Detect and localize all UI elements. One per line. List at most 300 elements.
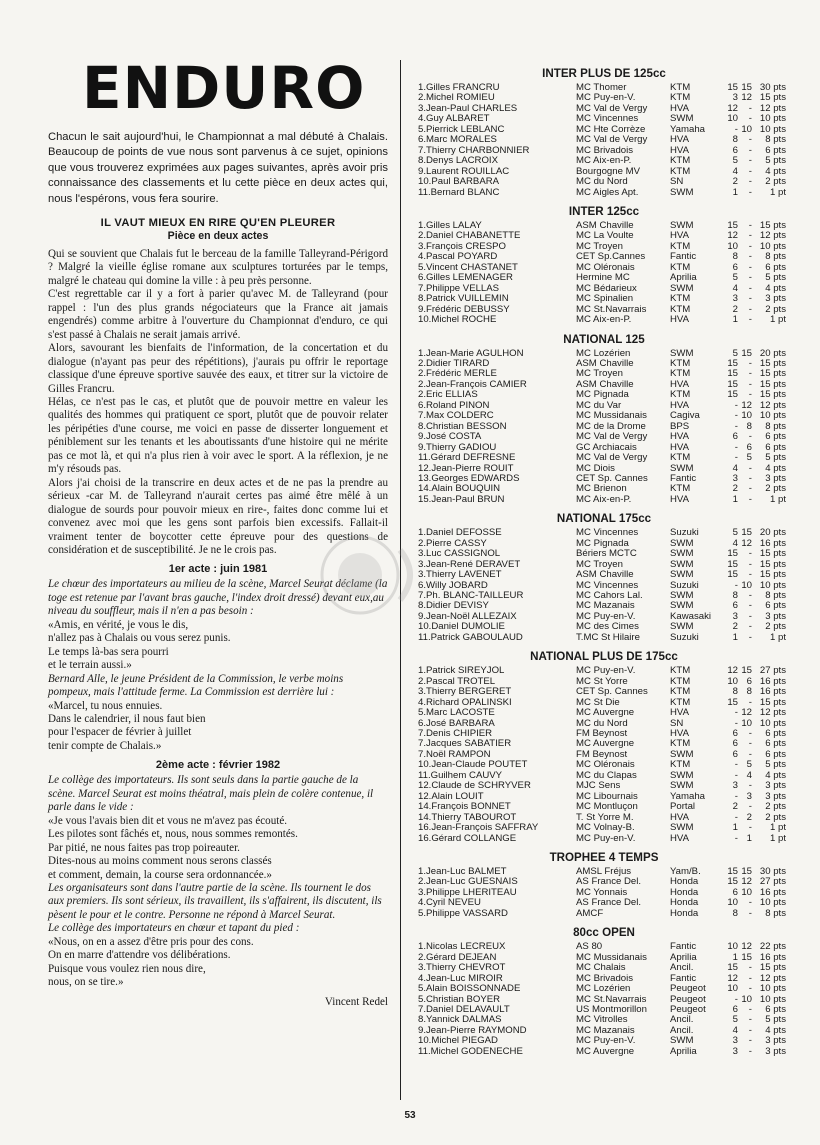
rider-name: 5.Philippe VASSARD: [418, 908, 508, 919]
points-round2: -: [748, 357, 752, 369]
results-section-title: NATIONAL 175cc: [556, 512, 652, 526]
points-round1: 2: [732, 621, 738, 633]
bike-brand: SWM: [670, 1036, 694, 1047]
result-row: [418, 823, 790, 833]
club-name: US Montmorillon: [576, 1004, 647, 1015]
points-round1: 10: [727, 113, 738, 125]
club-name: MC Yonnais: [576, 887, 628, 898]
points-round1: -: [734, 811, 738, 823]
points-round1: 10: [727, 897, 738, 909]
points-total: 4 pts: [765, 282, 786, 294]
points-round2: -: [748, 780, 752, 792]
bike-brand: Yam/B.: [670, 867, 701, 877]
points-round1: 1: [732, 822, 738, 834]
club-name: T. St Yorre M.: [576, 812, 634, 823]
points-round1: 6: [732, 600, 738, 612]
points-total: 16 pts: [759, 886, 786, 898]
points-round1: 10: [727, 941, 738, 953]
points-round1: 2: [732, 303, 738, 315]
bike-brand: KTM: [670, 156, 691, 167]
points-round1: 10: [727, 240, 738, 252]
points-round2: 12: [741, 399, 752, 411]
points-round1: -: [734, 399, 738, 411]
points-round1: 6: [732, 886, 738, 898]
points-round1: 4: [732, 462, 738, 474]
rider-name: 3.Luc CASSIGNOL: [418, 549, 501, 560]
club-name: MC Val de Vergy: [576, 135, 648, 146]
points-round2: -: [748, 621, 752, 633]
rider-name: 3.Thierry BERGERET: [418, 687, 512, 698]
points-total: 1 pt: [769, 832, 786, 844]
points-total: 8 pts: [765, 420, 786, 432]
club-name: FM Beynost: [576, 729, 628, 740]
points-round2: 8: [746, 686, 752, 698]
points-total: 6 pts: [765, 728, 786, 740]
rider-name: 1.Gilles LALAY: [418, 220, 482, 231]
club-name: MC Cahors Lal.: [576, 591, 643, 602]
points-round1: -: [734, 832, 738, 844]
bike-brand: KTM: [670, 666, 691, 677]
bike-brand: Fantic: [670, 473, 697, 484]
points-round1: 4: [732, 282, 738, 294]
points-round2: -: [748, 186, 752, 198]
bike-brand: HVA: [670, 729, 690, 740]
rider-name: 11.Bernard BLANC: [418, 187, 500, 198]
club-name: MC Chalais: [576, 963, 626, 974]
points-round1: -: [734, 441, 738, 453]
points-round1: -: [734, 993, 738, 1005]
points-round2: -: [748, 728, 752, 740]
bike-brand: KTM: [670, 739, 691, 750]
club-name: MC Troyen: [576, 369, 623, 380]
points-round2: 5: [746, 452, 752, 464]
points-round2: -: [748, 431, 752, 443]
points-round2: -: [748, 897, 752, 909]
verse-line: «Nous, on en a assez d'être pris pour des cons.: [48, 935, 254, 948]
bike-brand: Aprilia: [670, 1046, 697, 1057]
bike-brand: Kawasaki: [670, 611, 712, 622]
bike-brand: HVA: [670, 400, 690, 411]
club-name: AMSL Fréjus: [576, 867, 632, 877]
points-total: 10 pts: [759, 113, 786, 125]
club-name: MC Aix-en-P.: [576, 494, 632, 505]
points-total: 16 pts: [759, 951, 786, 963]
rider-name: 10.Paul BARBARA: [418, 177, 500, 188]
rider-name: 2.Pascal TROTEL: [418, 676, 496, 687]
rider-name: 3.Jean-Paul CHARLES: [418, 103, 518, 114]
points-total: 27 pts: [759, 876, 786, 888]
points-total: 6 pts: [765, 441, 786, 453]
points-round2: -: [748, 600, 752, 612]
points-round2: -: [748, 282, 752, 294]
points-round2: -: [748, 165, 752, 177]
bike-brand: SWM: [670, 220, 694, 231]
points-round1: 1: [732, 186, 738, 198]
rider-name: 6.José BARBARA: [418, 718, 495, 729]
points-total: 10 pts: [759, 993, 786, 1005]
rider-name: 11.Patrick GABOULAUD: [418, 632, 523, 643]
rider-name: 9.Frédéric DEBUSSY: [418, 304, 510, 315]
points-round2: 15: [741, 665, 752, 677]
points-total: 16 pts: [759, 686, 786, 698]
points-round2: -: [748, 240, 752, 252]
bike-brand: KTM: [670, 241, 691, 252]
bike-brand: Yamaha: [670, 791, 706, 802]
bike-brand: KTM: [670, 93, 691, 104]
club-name: MC Vincennes: [576, 528, 639, 539]
points-total: 15 pts: [759, 569, 786, 581]
rider-name: 2.Michel ROMIEU: [418, 93, 495, 104]
verse-line: n'allez pas à Chalais ou vous serez punis.: [48, 632, 231, 645]
result-row: [418, 453, 790, 463]
club-name: MC Troyen: [576, 559, 623, 570]
rider-name: 1.Gilles FRANCRU: [418, 83, 500, 93]
rider-name: 7.Jacques SABATIER: [418, 739, 512, 750]
points-round2: -: [748, 1014, 752, 1026]
points-round1: 10: [727, 675, 738, 687]
club-name: MC St.Navarrais: [576, 994, 647, 1005]
results-section: [418, 66, 790, 198]
points-round2: -: [748, 631, 752, 643]
club-name: MC Brienon: [576, 484, 627, 495]
bike-brand: HVA: [670, 145, 690, 156]
club-name: Bourgogne MV: [576, 166, 640, 177]
result-row: [418, 633, 790, 643]
club-name: MC Diois: [576, 463, 615, 474]
bike-brand: SWM: [670, 549, 694, 560]
club-name: MC Val de Vergy: [576, 432, 648, 443]
rider-name: 12.Claude de SCHRYVER: [418, 781, 531, 792]
points-total: 1 pt: [769, 186, 786, 198]
verse-line: Par pitié, ne nous faites pas trop poireauter.: [48, 841, 240, 854]
points-total: 15 pts: [759, 378, 786, 390]
rider-name: 8.Patrick VUILLEMIN: [418, 294, 509, 305]
points-total: 4 pts: [765, 462, 786, 474]
points-round1: 4: [732, 1024, 738, 1036]
rider-name: 6.Gilles LEMÉNAGER: [418, 273, 513, 284]
club-name: MC Mazanais: [576, 1025, 635, 1036]
points-round1: 6: [732, 144, 738, 156]
result-row: [418, 708, 790, 718]
bike-brand: SN: [670, 718, 684, 729]
points-round2: -: [748, 303, 752, 315]
results-section: [418, 649, 790, 844]
bike-brand: HVA: [670, 708, 690, 719]
points-round2: -: [748, 261, 752, 273]
points-round2: -: [748, 610, 752, 622]
points-total: 16 pts: [759, 537, 786, 549]
points-round1: 3: [732, 610, 738, 622]
club-name: MC Mussidanais: [576, 411, 647, 422]
points-round2: 2: [746, 811, 752, 823]
points-round2: -: [748, 314, 752, 326]
rider-name: 10.Michel PIEGAD: [418, 1036, 498, 1047]
points-round1: 5: [732, 272, 738, 284]
points-round1: 1: [732, 951, 738, 963]
points-round2: -: [748, 548, 752, 560]
points-total: 5 pts: [765, 1014, 786, 1026]
points-total: 10 pts: [759, 717, 786, 729]
verse-line: Dans le calendrier, il nous faut bien: [48, 712, 206, 725]
club-name: MC Volnay-B.: [576, 823, 635, 834]
results-section-title: TROPHEE 4 TEMPS: [549, 851, 659, 864]
points-round2: -: [748, 378, 752, 390]
club-name: AS France Del.: [576, 898, 642, 909]
points-round2: -: [748, 272, 752, 284]
club-name: AS 80: [576, 942, 603, 953]
bike-brand: SWM: [670, 823, 694, 834]
points-total: 15 pts: [759, 696, 786, 708]
bike-brand: KTM: [670, 697, 691, 708]
points-total: 1 pt: [769, 631, 786, 643]
rider-name: 14.Alain BOUQUIN: [418, 484, 501, 495]
points-total: 5 pts: [765, 272, 786, 284]
bike-brand: Honda: [670, 898, 699, 909]
rider-name: 2.Gérard DEJEAN: [418, 952, 497, 963]
bike-brand: HVA: [670, 135, 690, 146]
rider-name: 2.Éric ELLIAS: [418, 390, 478, 401]
article-intro: Chacun le sait aujourd'hui, le Championnat a mal débuté à Chalais. Beaucoup de points de vue nous sont parvenus à ce sujet, opinions que vous trouverez exprimées aux pages suivantes, après avoir pris connaissance des classements et lu cette pièce en deux actes qui, nous l'espérons, vous fera sourire.: [48, 131, 388, 205]
rider-name: 2.Jean-François CAMIER: [418, 379, 527, 390]
club-name: ASM Chaville: [576, 358, 634, 369]
result-row: [418, 984, 790, 994]
club-name: MC Spinalien: [576, 294, 634, 305]
rider-name: 7.Daniel DELAVAULT: [418, 1004, 510, 1015]
points-round1: 10: [727, 983, 738, 995]
bike-brand: SWM: [670, 559, 694, 570]
rider-name: 7.Noël RAMPON: [418, 749, 491, 760]
club-name: MC Pignada: [576, 538, 629, 549]
bike-brand: Suzuki: [670, 632, 699, 643]
bike-brand: Peugeot: [670, 1004, 706, 1015]
rider-name: 2.Pierre CASSY: [418, 538, 487, 549]
points-round2: 5: [746, 759, 752, 771]
points-round2: 10: [741, 717, 752, 729]
rider-name: 1.Jean-Luc BALMET: [418, 867, 507, 877]
club-name: MC Puy-en-V.: [576, 611, 636, 622]
rider-name: 8.Denys LACROIX: [418, 156, 498, 167]
results-column: [418, 66, 790, 1063]
points-total: 4 pts: [765, 165, 786, 177]
points-round2: 12: [741, 941, 752, 953]
points-total: 6 pts: [765, 144, 786, 156]
points-round1: 15: [727, 558, 738, 570]
bike-brand: Suzuki: [670, 528, 699, 539]
points-total: 3 pts: [765, 1035, 786, 1047]
rider-name: 8.Yannick DALMAS: [418, 1015, 502, 1026]
club-name: MC Brivadois: [576, 973, 634, 984]
points-round1: 8: [732, 907, 738, 919]
bike-brand: SWM: [670, 591, 694, 602]
points-total: 8 pts: [765, 907, 786, 919]
verse-line: Le temps là-bas sera pourri: [48, 645, 169, 658]
bike-brand: KTM: [670, 453, 691, 464]
points-round2: -: [748, 1035, 752, 1047]
act2-heading: 2ème acte : février 1982: [155, 759, 281, 772]
points-total: 22 pts: [759, 941, 786, 953]
points-total: 15 pts: [759, 219, 786, 231]
verse-line: On en marre d'attendre vos délibérations.: [48, 949, 231, 962]
points-round2: -: [748, 801, 752, 813]
club-name: MC Libournais: [576, 791, 638, 802]
points-round2: 10: [741, 410, 752, 422]
rider-name: 9.José COSTA: [418, 432, 482, 443]
points-total: 3 pts: [765, 293, 786, 305]
points-round2: -: [748, 983, 752, 995]
points-total: 20 pts: [759, 347, 786, 359]
rider-name: 4.Jean-Luc MIROIR: [418, 973, 503, 984]
results-section-title: NATIONAL 125: [563, 332, 645, 346]
rider-name: 2.Daniel CHABANETTE: [418, 231, 521, 242]
bike-brand: KTM: [670, 294, 691, 305]
rider-name: 1.Daniel DEFOSSE: [418, 528, 502, 539]
points-round2: -: [748, 102, 752, 114]
points-round2: -: [748, 493, 752, 505]
points-round1: 5: [732, 527, 738, 539]
body-paragraph: Qui se souvient que Chalais fut le berceau de la famille Talleyrand-Périgord ? Malgré la vieille église romane aux sculptures torturées par le temps, malgré le chateau qui domine la ville : à peu près personne.: [48, 248, 388, 287]
rider-name: 5.Christian BOYER: [418, 994, 501, 1005]
article-subheadline: Pièce en deux actes: [167, 230, 269, 243]
points-round2: 15: [741, 82, 752, 93]
club-name: MC Vincennes: [576, 580, 639, 591]
bike-brand: HVA: [670, 442, 690, 453]
bike-brand: KTM: [670, 83, 691, 93]
rider-name: 5.Marc LACOSTE: [418, 708, 495, 719]
points-round1: 15: [727, 357, 738, 369]
verse-line: Les pilotes sont fâchés et, nous, nous sommes remontés.: [48, 828, 298, 841]
club-name: GC Archiacais: [576, 442, 637, 453]
rider-name: 10.Daniel DUMOLIE: [418, 622, 505, 633]
rider-name: 12.Alain LOUIT: [418, 791, 484, 802]
bike-brand: KTM: [670, 358, 691, 369]
club-name: T.MC St Hilaire: [576, 632, 640, 643]
stage-direction: Les organisateurs sont dans l'autre partie de la scène. Ils tournent le dos aux premiers. Ils sont sérieux, ils travaillent, ils s'affairent, ils discutent, ils pèsent le pour et le contre. Personne ne répond à Marcel Seurat.: [48, 881, 382, 921]
points-round1: 15: [727, 548, 738, 560]
bike-brand: SWM: [670, 781, 694, 792]
rider-name: 7.Thierry CHARBONNIER: [418, 145, 530, 156]
rider-name: 14.François BONNET: [418, 802, 511, 813]
rider-name: 2.Jean-Luc GUESNAIS: [418, 877, 518, 888]
points-round1: -: [734, 452, 738, 464]
points-total: 10 pts: [759, 123, 786, 135]
club-name: MC de la Drome: [576, 421, 646, 432]
result-row: [418, 834, 790, 844]
club-name: MC Hte Corrèze: [576, 124, 646, 135]
points-total: 3 pts: [765, 1045, 786, 1057]
points-total: 12 pts: [759, 102, 786, 114]
rider-name: 1.Jean-Marie AGULHON: [418, 348, 524, 359]
points-round1: 15: [727, 82, 738, 93]
points-round2: 15: [741, 951, 752, 963]
points-total: 3 pts: [765, 780, 786, 792]
bike-brand: Honda: [670, 887, 699, 898]
points-round1: 1: [732, 631, 738, 643]
points-total: 1 pt: [769, 314, 786, 326]
points-total: 5 pts: [765, 759, 786, 771]
points-round1: 15: [727, 389, 738, 401]
points-round2: -: [748, 569, 752, 581]
verse-line: «Amis, en vérité, je vous le dis,: [48, 618, 189, 631]
club-name: MJC Sens: [576, 781, 621, 792]
body-paragraph: Alors j'ai choisi de la transcrire en deux actes et de ne pas la prendre au sérieux -car M. de Talleyrand n'aurait certes pas aimé être mêlé à un dialogue de sourds pour pouvoir mieux en rire-, faites donc comme lui et convenez avec moi que les gens sont parfois bien excessifs. Fallait-il vraiment tenter de boycotter cette épreuve pour des questions de considération et de susceptibilité. Je ne le crois pas.: [48, 476, 388, 556]
points-round1: -: [734, 717, 738, 729]
bike-brand: KTM: [670, 687, 691, 698]
points-total: 8 pts: [765, 251, 786, 263]
rider-name: 5.Alain BOISSONNADE: [418, 984, 521, 995]
article-title: ENDURO: [82, 54, 366, 122]
bike-brand: Fantic: [670, 252, 697, 263]
article-headline: IL VAUT MIEUX EN RIRE QU'EN PLEURER: [100, 217, 336, 230]
club-name: MC Auvergne: [576, 739, 635, 750]
bike-brand: SWM: [670, 348, 694, 359]
rider-name: 3.Thierry LAVENET: [418, 570, 502, 581]
club-name: CET Sp.Cannes: [576, 252, 646, 263]
points-round2: -: [748, 472, 752, 484]
rider-name: 3.Philippe LHERITEAU: [418, 887, 517, 898]
bike-brand: KTM: [670, 676, 691, 687]
rider-name: 7.Denis CHIPIER: [418, 729, 493, 740]
points-round1: 15: [727, 569, 738, 581]
points-total: 4 pts: [765, 769, 786, 781]
points-round2: -: [748, 176, 752, 188]
bike-brand: SWM: [670, 114, 694, 125]
club-name: MC Oléronais: [576, 262, 635, 273]
points-total: 12 pts: [759, 707, 786, 719]
rider-name: 2.Didier TIRARD: [418, 358, 490, 369]
points-round2: -: [748, 251, 752, 263]
results-section-title: 80cc OPEN: [573, 926, 635, 940]
bike-brand: HVA: [670, 432, 690, 443]
points-round2: 12: [741, 876, 752, 888]
body-paragraph: Hélas, ce n'est pas le cas, et plutôt que de pouvoir mettre en valeur les qualités des hommes qui pratiquent ce sport, plutôt que de pouvoir relater les péripéties d'une course, me voici en passe de disserter longuement et péniblement sur les tenants et les aboutissants d'une histoire qui ne mérite pas ce mot là, et qui n'a plus rien à voir avec le sport. A la réflexion, je ne m'y résouds pas.: [48, 396, 388, 476]
club-name: MC St Yorre: [576, 676, 628, 687]
rider-name: 12.Jean-Pierre ROUIT: [418, 463, 514, 474]
bike-brand: Honda: [670, 908, 699, 919]
points-round1: 6: [732, 431, 738, 443]
club-name: MC Pignada: [576, 390, 629, 401]
club-name: MC St.Navarrais: [576, 304, 647, 315]
points-round2: 12: [741, 537, 752, 549]
rider-name: 6.Marc MORALES: [418, 135, 497, 146]
points-round2: -: [748, 972, 752, 984]
club-name: MC Troyen: [576, 241, 623, 252]
points-total: 3 pts: [765, 610, 786, 622]
points-round1: -: [734, 579, 738, 591]
act1-heading: 1er acte : juin 1981: [168, 563, 268, 576]
points-round1: 15: [727, 219, 738, 231]
bike-brand: Ancil.: [670, 963, 694, 974]
results-section: [418, 850, 790, 919]
rider-name: 1.Patrick SIREYJOL: [418, 666, 505, 677]
points-round1: 6: [732, 738, 738, 750]
points-round2: -: [748, 219, 752, 231]
club-name: CET Sp. Cannes: [576, 687, 648, 698]
points-round2: -: [748, 483, 752, 495]
points-round2: -: [748, 738, 752, 750]
bike-brand: HVA: [670, 103, 690, 114]
verse-line: Dites-nous au moins comment nous serons classés: [48, 855, 272, 868]
bike-brand: KTM: [670, 484, 691, 495]
club-name: MC du Nord: [576, 718, 628, 729]
club-name: MC Auvergne: [576, 708, 635, 719]
points-total: 2 pts: [765, 801, 786, 813]
points-total: 12 pts: [759, 972, 786, 984]
body-paragraph: Alors, savourant les bienfaits de l'information, de la concertation et du dialogue (n'ayant pas peur des répétitions), j'aurais pu offrir le reportage classique d'une épreuve sportive sauvée des eaux, et titrer sur la victoire de Gilles Francru.: [48, 342, 388, 395]
club-name: MC du Var: [576, 400, 622, 411]
club-name: MC Vitrolles: [576, 1015, 628, 1026]
bike-brand: HVA: [670, 315, 690, 326]
points-round2: -: [748, 293, 752, 305]
